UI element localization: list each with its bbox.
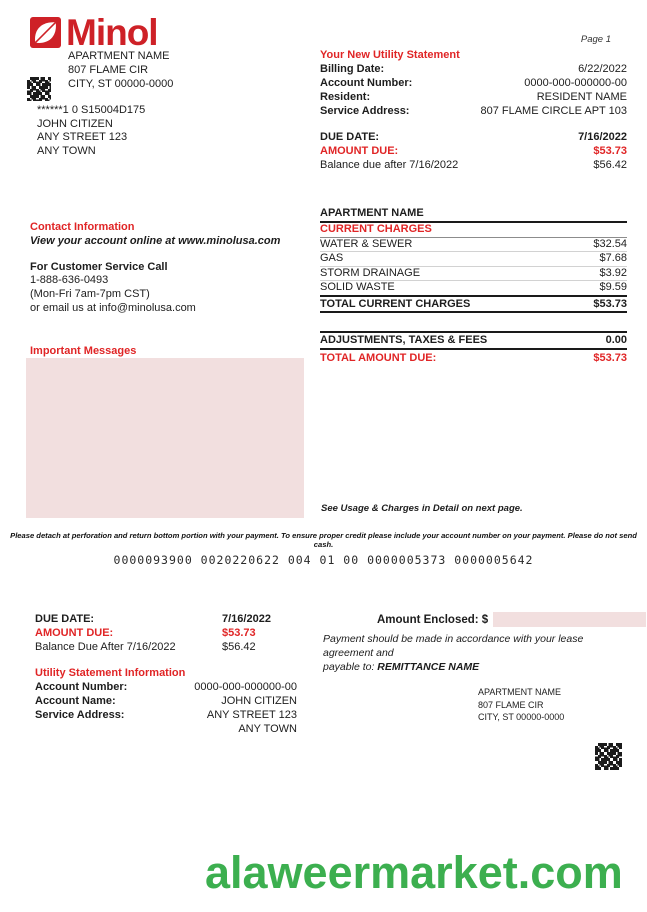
ocr-scan-line: 0000093900 0020220622 004 01 00 0000005373 0000005642 [113,553,534,567]
statement-summary [320,48,627,172]
charge-label: GAS [320,252,344,264]
current-charges-table [320,207,627,313]
account-number-value: 0000-000-000000-00 [524,77,627,89]
qr-code-bottom [595,743,622,770]
detach-instruction: Please detach at perforation and return bottom portion with your payment. To ensure proper credit please include your account number on your payment. Please do not send cash. [10,531,637,549]
property-address-block [68,50,173,91]
recipient-address-block [37,104,145,158]
service-address-label: Service Address: [320,105,410,117]
charge-row-storm-drainage [320,267,627,282]
adjustments-row [320,331,627,350]
total-current-charges-value: $53.73 [593,297,627,310]
billing-date-row [320,62,627,76]
minol-leaf-icon [30,17,61,48]
recipient-street: ANY STREET 123 [37,131,128,144]
info-town-row [35,722,297,736]
remit-balance-value: $56.42 [222,641,256,653]
remittance-summary [35,612,297,736]
info-service-address-value: ANY STREET 123 [206,709,297,721]
info-account-number-label: Account Number: [35,681,128,693]
current-charges-section-title: CURRENT CHARGES [320,223,627,238]
charge-row-water-sewer [320,238,627,253]
online-account-note: View your account online at www.minolusa.com [30,234,281,247]
customer-service-title: For Customer Service Call [30,260,168,273]
payee-city: CITY, ST 00000-0000 [478,712,565,722]
payee-name: APARTMENT NAME [478,687,562,697]
minol-logo [30,12,158,53]
total-amount-due-row [320,350,627,366]
payment-instruction [323,632,628,674]
info-account-name-row [35,694,297,708]
balance-after-row [320,158,627,172]
info-account-number-value: 0000-000-000000-00 [194,681,297,693]
statement-title: Your New Utility Statement [320,49,460,61]
billing-date-value: 6/22/2022 [578,63,627,75]
amount-due-row [320,144,627,158]
adjustments-label: ADJUSTMENTS, TAXES & FEES [320,334,488,346]
important-messages-title: Important Messages [30,345,137,357]
due-date-label: DUE DATE: [320,131,380,143]
charge-value: $9.59 [599,281,627,293]
remit-balance-label: Balance Due After 7/16/2022 [35,641,176,653]
adjustments-table [320,331,627,366]
info-account-name-value: JOHN CITIZEN [221,695,297,707]
payee-address-block [478,686,564,724]
remit-due-date-row [35,612,297,626]
charge-value: $3.92 [599,266,627,279]
remit-amount-due-row [35,626,297,640]
total-current-charges-label: TOTAL CURRENT CHARGES [320,297,471,310]
due-date-value: 7/16/2022 [578,131,627,143]
remit-due-date-label: DUE DATE: [35,613,95,625]
recipient-name: JOHN CITIZEN [37,117,113,130]
amount-enclosed-input-box [493,612,646,627]
contact-title: Contact Information [30,221,135,233]
amount-enclosed-field [377,612,646,627]
property-city: CITY, ST 00000-0000 [68,77,174,90]
remit-amount-due-value: $53.73 [222,627,256,639]
service-address-row [320,104,627,118]
remit-balance-row [35,640,297,654]
watermark-text: alaweermarket.com [205,847,623,898]
account-number-label: Account Number: [320,77,413,89]
due-date-row [320,130,627,144]
customer-service-email: or email us at info@minolusa.com [30,301,196,314]
info-account-number-row [35,680,297,694]
property-name: APARTMENT NAME [68,50,170,62]
charge-label: SOLID WASTE [320,281,395,293]
page-indicator: Page 1 [580,34,611,45]
charge-row-solid-waste [320,281,627,297]
balance-after-label: Balance due after 7/16/2022 [320,159,459,171]
amount-due-value: $53.73 [593,145,627,157]
payee-street: 807 FLAME CIR [478,699,544,710]
charge-label: WATER & SEWER [320,237,413,250]
utility-statement-info-title: Utility Statement Information [35,667,186,679]
balance-after-value: $56.42 [593,159,627,171]
resident-label: Resident: [320,91,371,103]
mailing-code: ******1 0 S15004D175 [37,104,146,116]
payment-instruction-line2: payable to: [323,661,378,673]
info-service-address-label: Service Address: [35,709,125,721]
qr-code-top [27,77,51,101]
total-amount-due-value: $53.73 [593,351,627,364]
recipient-town: ANY TOWN [37,144,96,157]
property-street: 807 FLAME CIR [68,63,149,76]
charge-label: STORM DRAINAGE [320,266,421,279]
account-number-row [320,76,627,90]
remit-amount-due-label: AMOUNT DUE: [35,627,114,639]
resident-value: RESIDENT NAME [536,91,627,103]
amount-due-label: AMOUNT DUE: [320,145,399,157]
charge-row-gas [320,252,627,267]
remittance-name: REMITTANCE NAME [377,661,480,673]
remit-due-date-value: 7/16/2022 [222,613,271,625]
charge-value: $32.54 [593,237,627,250]
info-service-address-row [35,708,297,722]
info-town-value: ANY TOWN [238,723,297,735]
adjustments-value: 0.00 [605,334,627,346]
billing-date-label: Billing Date: [320,63,385,75]
info-account-name-label: Account Name: [35,695,116,707]
charges-table-header: APARTMENT NAME [320,207,627,223]
customer-service-hours: (Mon-Fri 7am-7pm CST) [30,288,150,301]
important-messages-box [26,358,304,518]
customer-service-phone: 1-888-636-0493 [30,274,109,287]
info-town-label [35,722,155,736]
total-current-charges-row [320,297,627,314]
contact-information [30,221,280,316]
payment-instruction-line1: Payment should be made in accordance with your lease agreement and [323,633,584,659]
service-address-value: 807 FLAME CIRCLE APT 103 [480,105,627,117]
brand-name: Minol [66,12,158,53]
charge-value: $7.68 [599,252,627,264]
usage-detail-note: See Usage & Charges in Detail on next page. [321,503,523,514]
resident-row [320,90,627,104]
total-amount-due-label: TOTAL AMOUNT DUE: [320,351,437,364]
amount-enclosed-label: Amount Enclosed: $ [377,613,489,626]
